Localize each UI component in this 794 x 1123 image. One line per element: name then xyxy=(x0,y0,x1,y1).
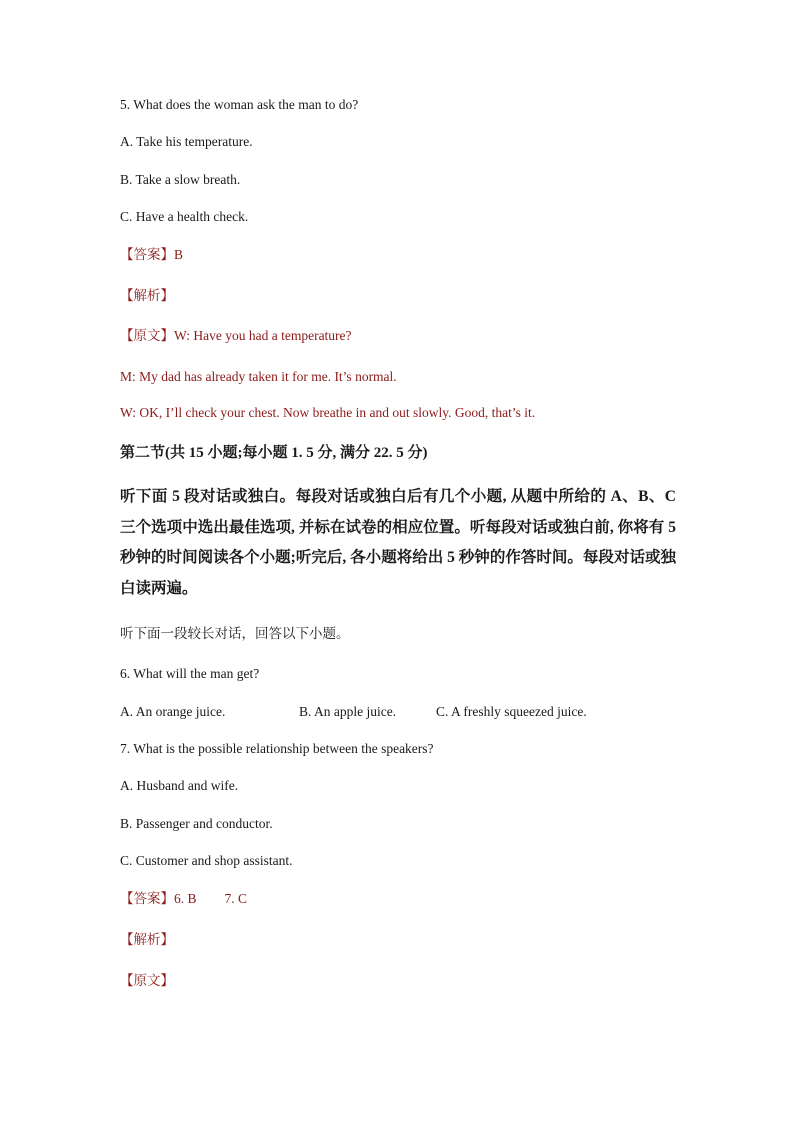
q5-script-line-1 xyxy=(120,327,352,345)
script-label: 【原文】 xyxy=(120,328,174,343)
answers-6-7 xyxy=(120,890,247,908)
script-text: W: Have you had a temperature? xyxy=(174,328,352,343)
question-7: 7. What is the possible relationship between the speakers? xyxy=(120,741,434,756)
q6-option-c: C. A freshly squeezed juice. xyxy=(436,704,587,719)
q7-option-b: B. Passenger and conductor. xyxy=(120,816,273,831)
answer-value: B xyxy=(174,247,184,262)
answer-label: 【答案】 xyxy=(120,891,174,906)
q5-answer xyxy=(120,246,183,264)
q7-option-c: C. Customer and shop assistant. xyxy=(120,853,293,868)
q5-script-line-3: W: OK, I’ll check your chest. Now breathe in and out slowly. Good, that’s it. xyxy=(120,405,536,420)
section-heading: 第二节(共 15 小题;每小题 1. 5 分, 满分 22. 5 分) xyxy=(120,445,428,461)
script-label-6-7: 【原文】 xyxy=(120,973,174,988)
q5-option-b: B. Take a slow breath. xyxy=(120,172,241,187)
question-6: 6. What will the man get? xyxy=(120,666,260,681)
question-5: 5. What does the woman ask the man to do? xyxy=(120,97,359,112)
section-instructions: 听下面 5 段对话或独白。每段对话或独白后有几个小题, 从题中所给的 A、B、C 三个选项中选出最佳选项, 并标在试卷的相应位置。听每段对话或独白前, 你将有 5 秒钟的时间阅读各个小题;听完后, 各小题将给出 5 秒钟的作答时间。每段对话或独白读两遍。 xyxy=(120,488,676,597)
answer-6: 6. B xyxy=(174,891,197,906)
q6-option-a: A. An orange juice. xyxy=(120,704,226,719)
sub-instruction: 听下面一段较长对话，回答以下小题。 xyxy=(120,626,350,641)
answer-7: 7. C xyxy=(224,891,248,906)
q5-option-c: C. Have a health check. xyxy=(120,209,249,224)
q7-option-a: A. Husband and wife. xyxy=(120,778,239,793)
q5-option-a: A. Take his temperature. xyxy=(120,134,253,149)
q5-analysis-label: 【解析】 xyxy=(120,288,174,303)
q5-script-line-2: M: My dad has already taken it for me. It’s normal. xyxy=(120,369,397,384)
analysis-label-6-7: 【解析】 xyxy=(120,932,174,947)
q6-option-b: B. An apple juice. xyxy=(299,704,397,719)
answer-label: 【答案】 xyxy=(120,247,174,262)
